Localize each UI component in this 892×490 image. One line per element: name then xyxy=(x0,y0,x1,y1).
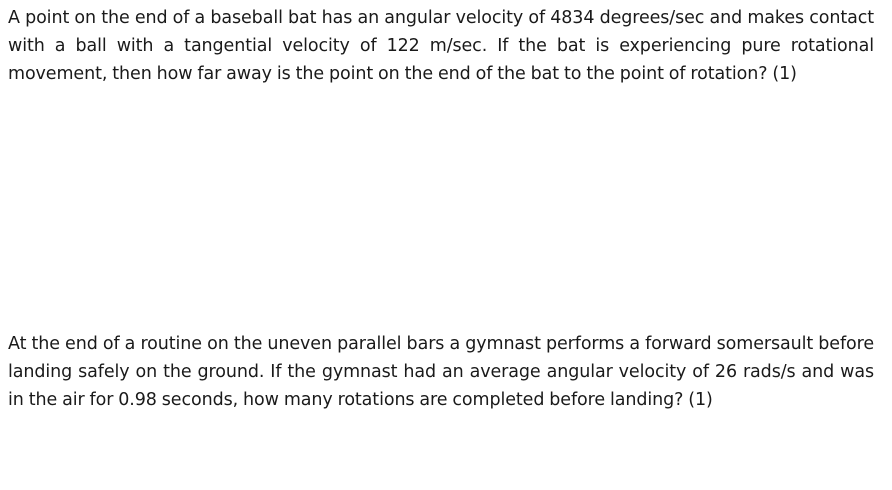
question-2-text: At the end of a routine on the uneven parallel bars a gymnast performs a forward somersault before landing safely on the ground. If the gymnast had an average angular velocity of 26 rads/s and was in the air for 0.98 seconds, how many rotations are completed before landing? (1) xyxy=(8,334,874,410)
question-1-text: A point on the end of a baseball bat has an angular velocity of 4834 degrees/sec and makes contact with a ball with a tangential velocity of 122 m/sec. If the bat is experiencing pure rotational movement, then how far away is the point on the end of the bat to the point of rotation? (1) xyxy=(8,8,874,84)
